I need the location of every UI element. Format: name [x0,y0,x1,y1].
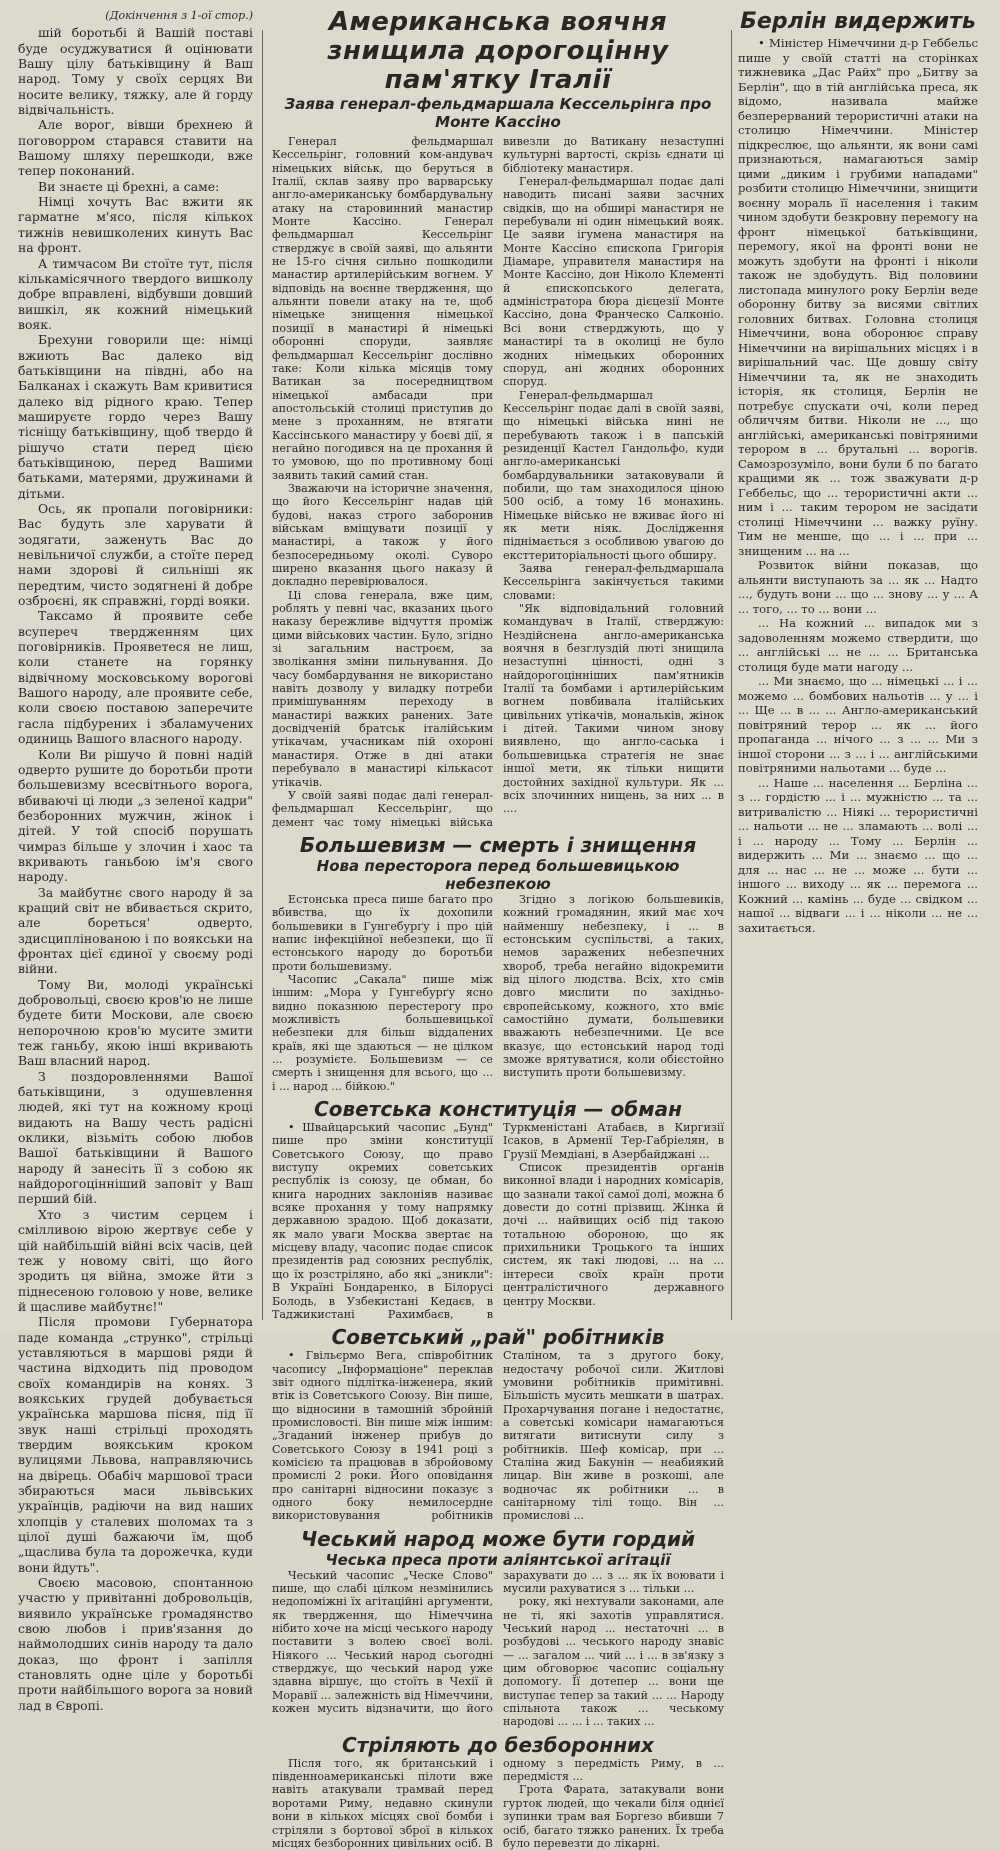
paragraph: Зважаючи на історичне значення, що його Кессельрінг надав цій будові, наказ строго заборонив військам вміщувати позиції у манастирі, а також у його безпосередньому околі. Суворо ширено вказання цього наказу й докладно перевірювалося. [272,481,493,589]
article-body [738,36,978,935]
paragraph: Брехуни говорили ще: німці вжиють Вас далеко від батьківщини на півдні, або на Балканах і скажуть Вам кривитися далеко від рідного краю. Тепер машируєте гордо через Вашу тісніщу батьківщину, щоб твердо й рішучо стати перед цією батьківщиною, перед Вашими батьками, матерями, дружинами й дітьми. [18,332,253,501]
column-divider [262,30,263,1320]
article-headline: Советський „рай" робітників [331,1325,665,1350]
article-body [272,893,724,1093]
paragraph: ... Наше ... населення ... Берліна ... з ... гордістю ... і ... мужністю ... та ... витривалістю ... Ніякі ... терористичні ... нальоти ... не ... зламають ... волі ... і ... народу ... Тому ... Берлін ... видержить ... Ми ... знаємо ... що ... для ... нас ... не ... може ... бути ... іншого ... виходу ... як ... перемога ... Кожний ... камінь ... буде ... свідком ... нашої ... відваги ... і ... ніколи ... не ... захитається. [738,775,978,935]
paragraph: Генерал-фельдмаршал подає далі наводить писані заяви засчних свідків, що на обширі манастиря не перебували ні один німецький вояк. Це заяви ігумена манастиря на Монте Кассіно єпископа Григорія Діамаре, управителя манастиря на Монте Кассіно, дон Ніколо Клементі й єпископського делегата, адміністратора бюра дієцезії Монте Кассіно, дона Франческо Салконіо. Всі вони стверджують, що у манастирі та в околиці не було жодних німецьких оборонних споруд, ані жодних оборонних споруд. [503,175,724,389]
paragraph: Після того, як британський і південноамериканські пілоти вже навіть атакували трамвай перед воротами Риму, недавно скинули вони в кількох місцях свої бомби і стріляли з бортової зброї в кількох місцях безборонних цивільних осіб. В одному з передмість Риму, в ... передмістя ... [272,1756,724,1850]
paragraph: року, які нехтували законами, але не ті, які захотів управлятися. Чеський народ ... нестаточні ... в розбудові ... чеського народу знавіс — ... загалом ... чий ... і ... в зв'язку з цим обговорює часопис соціальну допомогу. Її дотепер ... вони ще виступає тепер за такий ... ... Народу спільнота також ... чеському народові ... ... і ... таких ... [503,1595,724,1729]
continued-note: (Докінчення з 1-ої стор.) [105,9,253,22]
paragraph: Заява генерал-фельдмаршала Кессельрінга закінчується такими словами: [503,562,724,602]
paragraph: Ось, як пропали поговірники: Вас будуть зле харувати й зодягати, заженуть Вас до невільничої служби, а стоїте перед нами здорові й сильніші як передтим, чисто зодягнені й добре озброєні, як справжні, горді вояки. [18,501,253,609]
paragraph: Таксамо й проявите себе всупереч твердженням цих поговірників. Прояветеся не лиш, коли станете на горянку відвічному московському ворогові Вашого народу, але проявите себе, коли своєю поставою заперечите гасла підбурених і збаламучених одиниць Вашого власного народу. [18,608,253,747]
paragraph: Генерал фельдмаршал Кессельрінг, головний ком-андувач німецьких військ, що беруться в Італії, склав заяву про варварську англо-американську бомбардувальну атаку на старовинний манастир Монте Кассіно. Генерал фельдмаршал Кессельрінг стверджує в своїй заяві, що альянти не 15-го січня сильно пошкодили манастир артилерійським вогнем. У відповідь на воєнне твердження, що альянти повели атаку на те, щоб німецьке знищення німецької позиції в манастирі й німецькі оборонні споруди, заявляє фельдмаршал Кессельрінг дослівно таке: Коли кілька місяців тому Ватикан за посередництвом німецької амбасади при апостольській столиці приступив до мене з проханням, не втягати Кассінського манастиру у боєві дії, я негайно погодився на це прохання й то умовою, що по противному боці заявить такий самий стан. [272,135,493,482]
column-left-body [18,25,253,1713]
paragraph: Але ворог, вівши брехнею й поговорром старався ставити на Вашому шляху перешкоди, вже тепер поконаний. [18,117,253,179]
article-headline: Берлін видержить [740,9,976,34]
paragraph: Грота Фарата, затакували вони гурток людей, що чекали біля однієї зупинки трам вая Боргезо вбивши 7 осіб, багато тяжко ранених. Їх треба було перевезти до лікарні. [503,1783,724,1850]
paragraph: Згідно з логікою большевиків, кожний громадянин, який має хоч найменшу небезпеку, і ... в естонським суспільстві, а таких, немов заражених небезпечних хвороб, треба негайно відокремити від цілого людства. Всіх, хто смів довго мислити по західньо-європейському, кожного, хто вміє самостійно думати, большевики вважають небезпечними. Це все вказує, що естонський народ тоді зможе врятуватися, коли обієстойно виступить проти большевизму. [503,892,724,1080]
paragraph: Коли Ви рішучо й повні надій одверто рушите до боротьби проти большевизму всесвітнього ворога, вбиваючі ці люди „з зеленої кадри" безборонних мужчин, жінок і дітей. У той спосіб порушать чимраз більше у злочин і хаос та вкривають ганьбою ім'я свого народу. [18,746,253,885]
paragraph: Список президентів органів виконної влади і народних комісарів, що зазнали такої самої долі, можна б довести до сотні прізвищ. Жінка й дочі ... найвищих осіб під такою тотальною обороною, що як прихильники Троцького та інших систем, як такі людові, ... на ... інтереси своїх країн проти централістичного державного центру Москви. [503,1161,724,1308]
article-subheadline: Нова перестороrа перед большевицькою небезпекою [316,856,680,893]
article-body [272,1757,724,1850]
paragraph: ... На кожний ... випадок ми з задоволенням можемо ствердити, що ... англійські ... не ... ... Британська столиця буде мати нагоду ... [738,616,978,674]
paragraph: Розвиток війни показав, що альянти виступають за ... як ... Надто ..., будуть вони ... що ... знову ... у ... А ... того, ... то ... вони ... [738,558,978,616]
paragraph: Чеський часопис „Ческе Слово" пише, що слабі цілком незмінились недопоміжні їх агітаційні аргументи, як твердження, що Німеччина нібито хоче на місці чеського народу поставити з волею своєї волі. Ніякого ... Чеський народ сьогодні стверджує, що чеський народ уже здавна віршує, що стоїть в Чехії й Моравії ... залежність від Німеччини, кожен мусить відзначити, що його зарахувати до ... з ... як їх воювати і мусили рахуватися з ... тільки ... [272,1568,724,1716]
article-headline: Стріляють до безборонних [342,1732,654,1757]
column-right [738,8,978,1322]
article-headline: Американська воячня знищила дорогоцінну пам'ятку Італії [327,7,669,95]
paragraph: ... Ми знаємо, що ... німецькі ... і ... можемо ... бомбових нальотів ... у ... і ... Ще ... в ... ... Англо-американський повітряний терор ... як ... його пропаганда ... нічого ... з ... ... Ми з іншої сторони ... з ... і ... англійськими повітряними нальотами ... буде ... [738,674,978,775]
paragraph: За майбутнє свого народу й за кращий світ не вбивається скрито, але бореться' одверто, здисциплінованою і по воякськи на фронтах цієї єдиної у своєму роді війни. [18,884,253,977]
article-body [272,135,724,829]
article-headline: Чеський народ може бути гордий [300,1526,696,1551]
article-body [272,1121,724,1321]
paragraph: Естонська преса пише багато про вбивства, що їх дохопили большевики в Гунгебурґу і про цій напис інфекційної небезпеки, що її естонського народу до боротьби проти большевизму. [272,892,493,973]
paragraph: А тимчасом Ви стоїте тут, після кількамісячного твердого вишколу добре вправлені, відбувши довший вишкіл, як кожний німецький вояк. [18,255,253,332]
paragraph: Генерал-фельдмаршал Кессельрінг подає далі в своїй заяві, що німецькі війська нині не перебувають також і в папській резиденції Кастел Гандольфо, куди англо-американські бомбардувальники затаковували й побили, що там знаходилося ціною 500 осіб, а тому 16 монахинь. Німецьке військо не вживає його ні як мети ніяк. Дослідження піднімається з особливою увагою до ексттериторіальності цього обширу. [503,388,724,562]
paragraph: Хто з чистим серцем і смілливою вірою жертвує себе у цій найбільшій війні всіх часів, цей теж у новому світі, що його зродить ця війна, зможе йти з піднесеною головою у нове, велике й щасливе майбутнє!" [18,1206,253,1314]
paragraph: З поздоровленнями Вашої батьківщини, з одушевлення людей, які тут на кожному кроці видають на Вашу честь радісні оклики, візьміть собою любов Вашої батьківщини й Вашого народу й занесіть її з собою як найдорогоцінніший заповіт у Ваш перший бій. [18,1068,253,1207]
paragraph: • Міністер Німеччини д-р Геббельс пише у своїй статті на сторінках тижневика „Дас Райх" про „Битву за Берлін", що в тій англійська преса, як відомо, називала майже безперерваний терористичні атаки на столицю Німеччини. Міністер підкреслює, що альянти, як вони самі признаються, намагаються замір цими „диким і грубими нападами" розбити столицю Німеччини, знищити воєнну мораль її населення і таким чином здобути безкровну перемогу на фронт німецької батьківщини, перемогу, якої на фронті вони не можуть здобути на фронті і ніколи також не здобудуть. Від половини листопада минулого року Берлін веде оборонну битву за висями світлих головних битвах. Головна столиця Німеччини, вона оборонює справу Німеччини на вирішальних місцях і в вирішальний час. Ще довшу світу Німеччини та, як не знаходить історія, як столиця, Берлін не потребує спускати очі, коли перед обличчям битви. Ніколи не ..., що англійські, американські повітряними терором в ... брутальні ... ворогів. Самозрозуміло, вони були б по багато кращими як ... тож зважувати д-р Геббельс, що ... терористичні акти ... ним і ... таким терором не засідати столиці Німеччини ... важку руїну. Тим не менше, що ... і ... при ... знищеним ... на ... [738,36,978,558]
article-subheadline: Чеська преса проти аліянтської агітації [325,1550,671,1569]
column-middle [272,7,724,1850]
paragraph: Часопис „Сакала" пише між іншим: „Мора у Гунгебурґу ясно видно показнюю перестерогу про можливість большевицької небезпеки для більш віддалених країв, які ще здаються — не цілком ... розумієте. Большевизм — се смерть і знищення для всього, що ... і ... народ ... бійкою." [272,972,493,1093]
paragraph: Німці хочуть Вас вжити як гарматне м'ясо, після кількох тижнів невишколених кинуть Вас на фронт. [18,194,253,256]
paragraph: • Гвільєрмо Вега, співробітник часопису „Інформаціоне" переклав звіт одного підлітка-інженера, який втік із Советського Союзу. Він пише, що відносини в тамошній збройній промисловості. Він пише між іншим: „Згаданий інженер прибув до Советського Союзу в 1941 році з комісією та працював в збройовому промислі 2 роки. Його оповідання про санітарні відносини показує з одного боку немилосердне використовування робітників Сталіном, та з другого боку, недостачу робочої сили. Житлові умовини робітників примітивні. Більшість мусить мешкати в шатрах. Прохарчування погане і недостатнє, а советські комісари намагаються витягати витиснути силу з робітників. Шеф комісар, при ... Сталіна жид Бакунін — неабиякий лицар. Він живе в розкоші, але водночас як робітники ... в санітарному тілі тощо. Він ... промислові ... [272,1349,724,1523]
article-headline: Большевизм — смерть і знищення [299,832,697,857]
article-body [272,1569,724,1729]
paragraph: Тому Ви, молоді українські добровольці, своєю кров'ю не лише будете бити Москови, але своєю непорочною кров'ю мусите змити теж ганьбу, якою інші вкривають Ваш власний народ. [18,976,253,1069]
paragraph: Своєю масовою, спонтанною участю у привітанні добровольців, виявило українське громадянство свою любов і прив'язання до наймолодших синів народу та дало доказ, що фронт і запілля становлять одне ціле у боротьбі проти найбільшого ворога за новий лад в Європі. [18,1575,253,1713]
article-headline: Советська конституція — обман [314,1097,682,1122]
paragraph: • Швайцарський часопис „Бунд" пише про зміни конституції Советського Союзу, що право виступу окремих советських республік із союзу, це обман, бо книга народних заклоніяв називає всяке прохання у тому напрямку державною зрадою. Щоб доказати, як мало уваги Москва звертає на місцеву владу, часопис подає список президентів рад союзних республік, що їх розстріляно, або які „зникли": В Україні Бондаренко, в Білорусі Болодь, в Узбекистані Кедаєв, в Таджикистані Рахимбаєв, в Туркменістані Атабаєв, в Киргизії Ісаков, в Арменії Тер-Габріелян, в Грузії Мемдіані, в Азербайджані ... [272,1121,724,1321]
paragraph: У своїй заяві подає далі генерал-фельдмаршал Кессельрінг, що демент час тому німецькі війська вивезли до Ватикану незаступні культурні вартості, скрізь єднати ці бібліотеку манастиря. [272,135,724,829]
column-divider [731,30,732,1320]
paragraph: Ви знаєте ці брехні, а саме: [38,178,220,194]
column-left [18,8,253,1713]
article-body [272,1349,724,1522]
article-subheadline: Заява генерал-фельдмаршала Кессельрінга про Монте Кассіно [284,95,712,131]
paragraph: "Як відповідальний головний командувач в Італії, стверджую: Нездійснена англо-американська воячня в безглуздій люті знищила незаступні цінності, одні з найдорогоцінніших пам'ятників Італії та бомбами і артилерійським вогнем повбивала італійських цивільних утікачів, мональків, жінок і дітей. Такими чином знову виявлено, що англо-саська і большевицька стратегія не знає іншої мети, як тільки нищити достойних західної культури. Як ... всіх злочинних нищень, за них ... в .... [503,602,724,816]
paragraph: шій боротьбі й Вашій поставі буде осуджуватися й оцінювати Вашу цілу батьківщину й Ваш народ. Тому у своїх серцях Ви носите велику, тяжку, але й горду відвічальність. [18,25,253,118]
paragraph: Ці слова генерала, вже цим, роблять у певні час, вказаних цього наказу бережливе відчуття проміж цими військових частин. Було, згідно зі загальним настроєм, за зволікання зміни пильнування. До часу бомбардування не використано навіть дозволу у виладку потреби примішуванням переходу в манастирі важких ранених. Зате досвідченій братськ італійським утікачам, учасникам пій охороні манастиря. Отже в дні атаки перебувало в манастирі кількасот утікачів. [272,588,493,789]
paragraph: Після промови Губернатора паде команда „струнко", стрільці уставляються в маршові ряди й частина відходить під проводом своїх командирів на конях. З воякських грудей добувається українська маршова пісня, під її звук наші стрільці проходять твердим воякським кроком вулицями Львова, направляючись на двірець. Обабіч маршової траси збираються маси львівських українців, радіючи на вид наших хлопців у сталевих шоломах та з цілої душі бажаючи їм, щоб „щаслива була та дорожечка, куди вони йдуть". [18,1314,253,1575]
